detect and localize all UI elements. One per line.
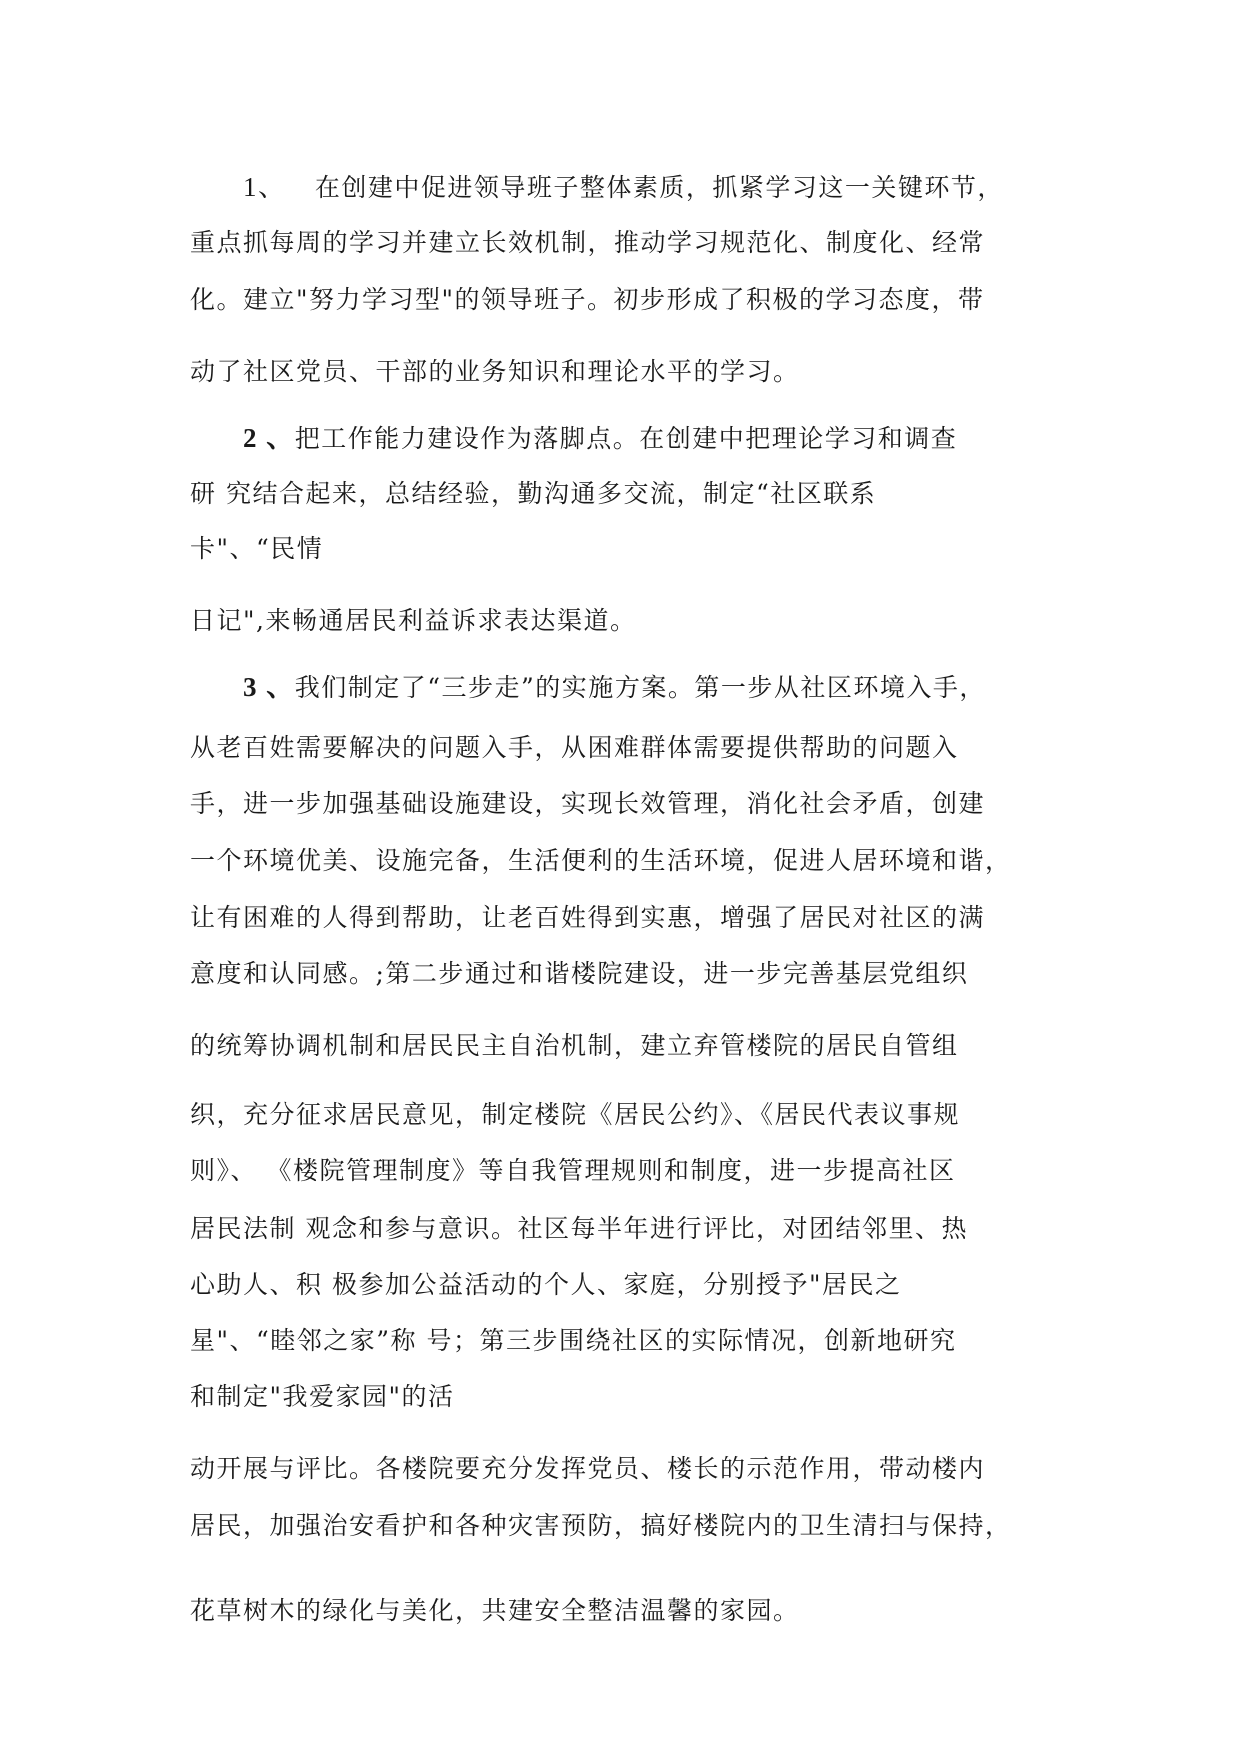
paragraph-3-text: 我们制定了“三步走”的实施方案。第一步从社区环境入手， (294, 673, 986, 702)
paragraph-1-text: 在创建中促进领导班子整体素质，抓紧学习这一关键环节， (314, 173, 1004, 202)
paragraph-2-line-1 (243, 421, 957, 456)
paragraph-3-number: 3 、 (243, 672, 295, 702)
paragraph-3-line-6: 意度和认同感。;第二步通过和谐楼院建设，进一步完善基层党组织 (190, 959, 969, 988)
paragraph-2-line-4: 日记",来畅通居民利益诉求表达渠道。 (190, 606, 637, 635)
paragraph-1-line-2: 重点抓每周的学习并建立长效机制，推动学习规范化、制度化、经常 (190, 228, 986, 257)
paragraph-1-line-1 (243, 170, 1004, 205)
paragraph-3-line-5: 让有困难的人得到帮助，让老百姓得到实惠，增强了居民对社区的满 (190, 903, 986, 932)
paragraph-3-line-13: 和制定"我爱家园"的活 (190, 1382, 455, 1411)
paragraph-3-line-3: 手，进一步加强基础设施建设，实现长效管理，消化社会矛盾，创建 (190, 789, 986, 818)
paragraph-2-line-3: 卡"、“民情 (190, 534, 324, 563)
paragraph-1-line-4: 动了社区党员、干部的业务知识和理论水平的学习。 (190, 357, 800, 386)
paragraph-3-line-7: 的统筹协调机制和居民民主自治机制，建立弃管楼院的居民自管组 (190, 1031, 959, 1060)
paragraph-3-line-11: 心助人、积 极参加公益活动的个人、家庭，分别授予"居民之 (190, 1270, 902, 1299)
paragraph-3-line-15: 居民，加强治安看护和各种灾害预防，搞好楼院内的卫生清扫与保持， (190, 1511, 1012, 1540)
paragraph-3-line-1 (243, 670, 986, 705)
paragraph-2-line-2: 研 究结合起来，总结经验，勤沟通多交流，制定“社区联系 (190, 479, 877, 508)
paragraph-2-number: 2 、 (243, 423, 295, 453)
paragraph-3-line-9: 则》、 《楼院管理制度》等自我管理规则和制度，进一步提高社区 (190, 1156, 956, 1185)
paragraph-3-line-10: 居民法制 观念和参与意识。社区每半年进行评比，对团结邻里、热 (190, 1214, 968, 1243)
paragraph-3-line-8: 织，充分征求居民意见，制定楼院《居民公约》、《居民代表议事规 (190, 1100, 961, 1129)
paragraph-1-number: 1、 (243, 172, 287, 202)
paragraph-2-text: 把工作能力建设作为落脚点。在创建中把理论学习和调查 (294, 424, 958, 453)
paragraph-3-line-12: 星"、“睦邻之家”称 号；第三步围绕社区的实际情况，创新地研究 (190, 1326, 957, 1355)
paragraph-3-line-4: 一个环境优美、设施完备，生活便利的生活环境，促进人居环境和谐， (190, 846, 1012, 875)
paragraph-3-line-14: 动开展与评比。各楼院要充分发挥党员、楼长的示范作用，带动楼内 (190, 1454, 986, 1483)
paragraph-1-line-3: 化。建立"努力学习型"的领导班子。初步形成了积极的学习态度，带 (190, 285, 985, 314)
paragraph-3-line-2: 从老百姓需要解决的问题入手，从困难群体需要提供帮助的问题入 (190, 733, 959, 762)
paragraph-3-line-16: 花草树木的绿化与美化，共建安全整洁温馨的家园。 (190, 1596, 800, 1625)
